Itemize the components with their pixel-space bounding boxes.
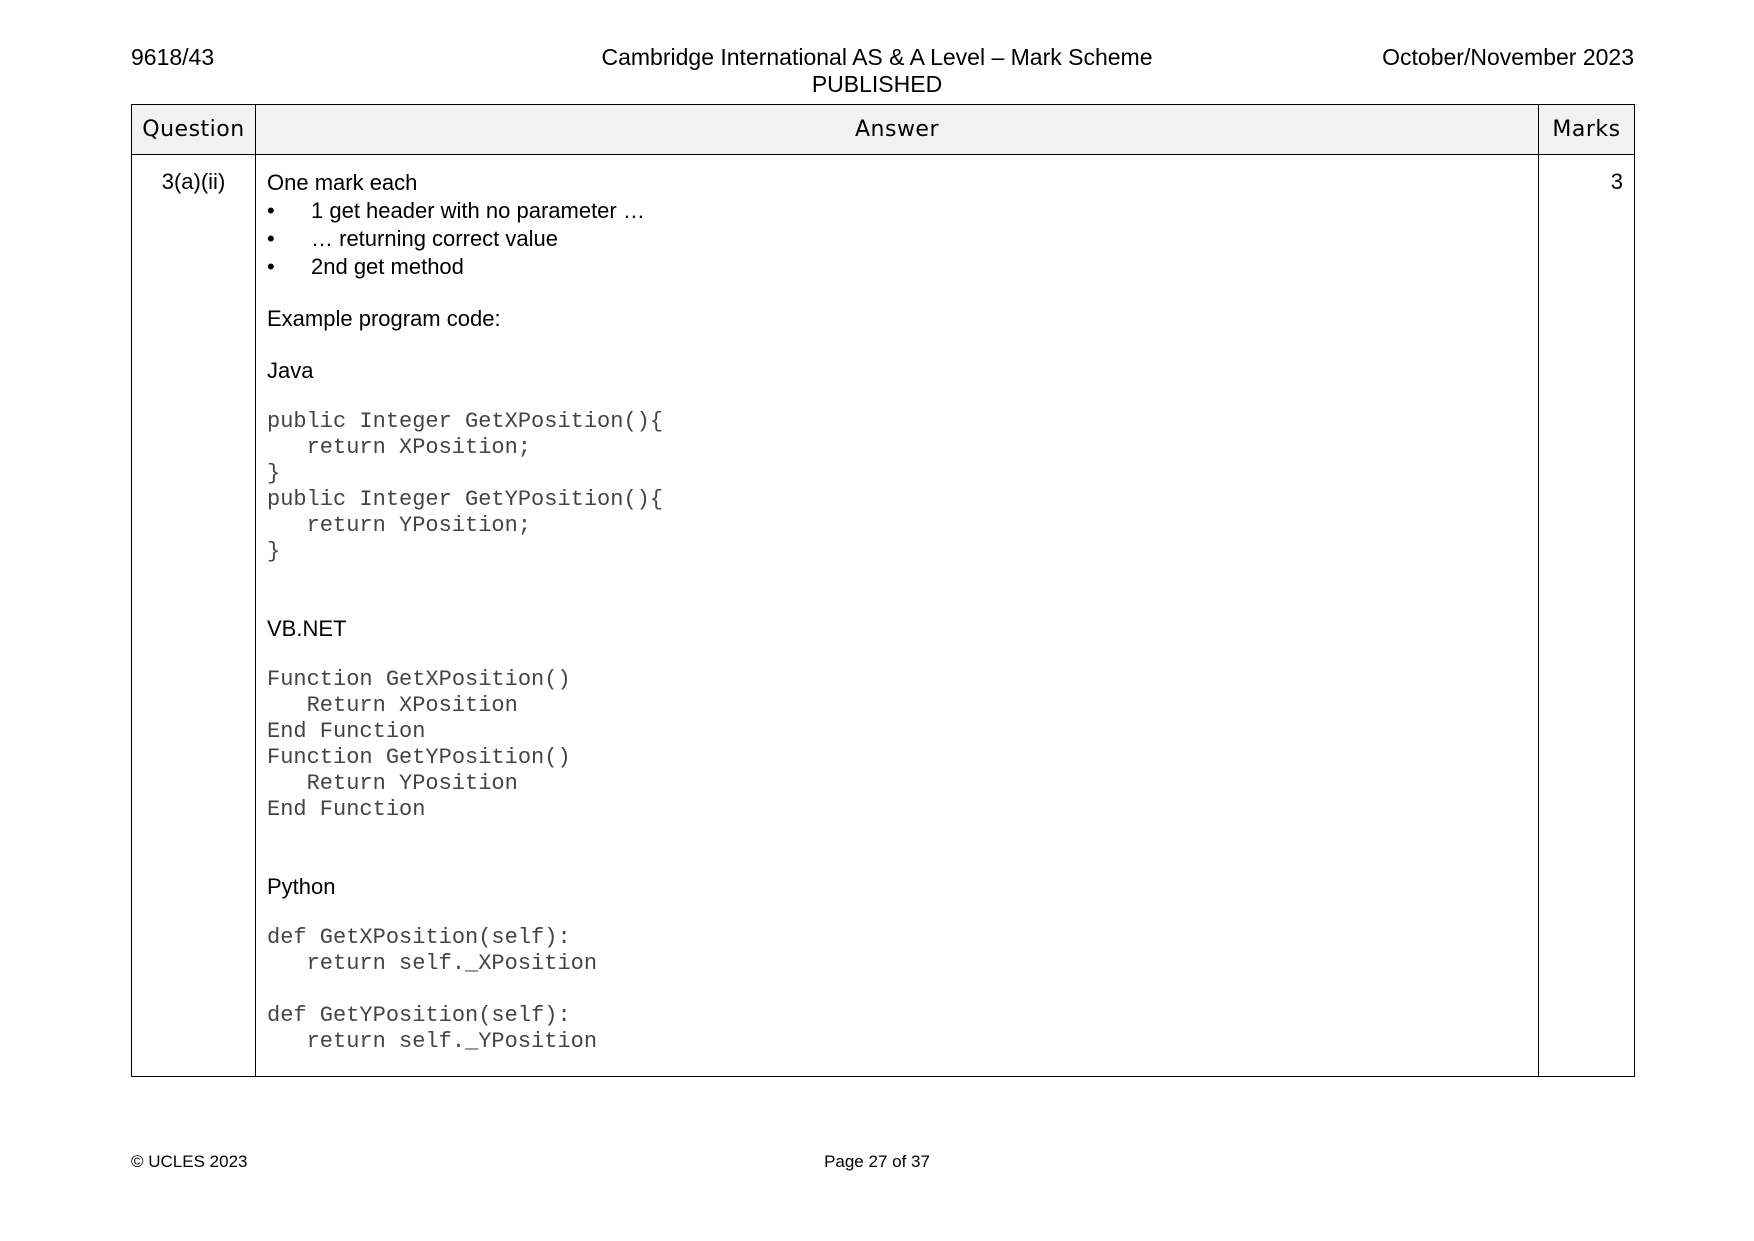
exam-session: October/November 2023 — [1382, 44, 1634, 70]
marking-point: • … returning correct value — [267, 225, 1528, 253]
column-header-question: Question — [132, 105, 256, 155]
code-block-java: public Integer GetXPosition(){ return XPosition; } public Integer GetYPosition(){ return YPosition; } — [267, 409, 664, 564]
copyright: © UCLES 2023 — [131, 1152, 248, 1171]
marking-intro: One mark each — [267, 170, 418, 195]
code-block-python: def GetXPosition(self): return self._XPosition def GetYPosition(self): return self._YPosition — [267, 925, 598, 1054]
question-number: 3(a)(ii) — [132, 155, 256, 1077]
column-header-answer: Answer — [256, 105, 1539, 155]
table-header-row — [132, 105, 1635, 155]
paper-code: 9618/43 — [131, 44, 215, 70]
published-label: PUBLISHED — [811, 71, 943, 97]
marking-points — [267, 197, 1528, 281]
example-label: Example program code: — [267, 306, 501, 331]
language-heading-java: Java — [267, 358, 314, 383]
column-header-marks: Marks — [1539, 105, 1635, 155]
marks-value: 3 — [1539, 155, 1635, 1077]
answer-cell — [256, 155, 1539, 1077]
document-title — [477, 44, 1277, 98]
table-row — [132, 155, 1635, 1077]
language-heading-vbnet: VB.NET — [267, 616, 347, 641]
code-block-vbnet: Function GetXPosition() Return XPosition End Function Function GetYPosition() Return YPosition End Function — [267, 667, 571, 822]
mark-scheme-title: Cambridge International AS & A Level – Mark Scheme — [601, 44, 1153, 70]
mark-scheme-table — [131, 104, 1635, 1077]
marking-point: • 2nd get method — [267, 253, 1528, 281]
page-number: Page 27 of 37 — [824, 1152, 930, 1171]
language-heading-python: Python — [267, 874, 336, 899]
marking-point: • 1 get header with no parameter … — [267, 197, 1528, 225]
